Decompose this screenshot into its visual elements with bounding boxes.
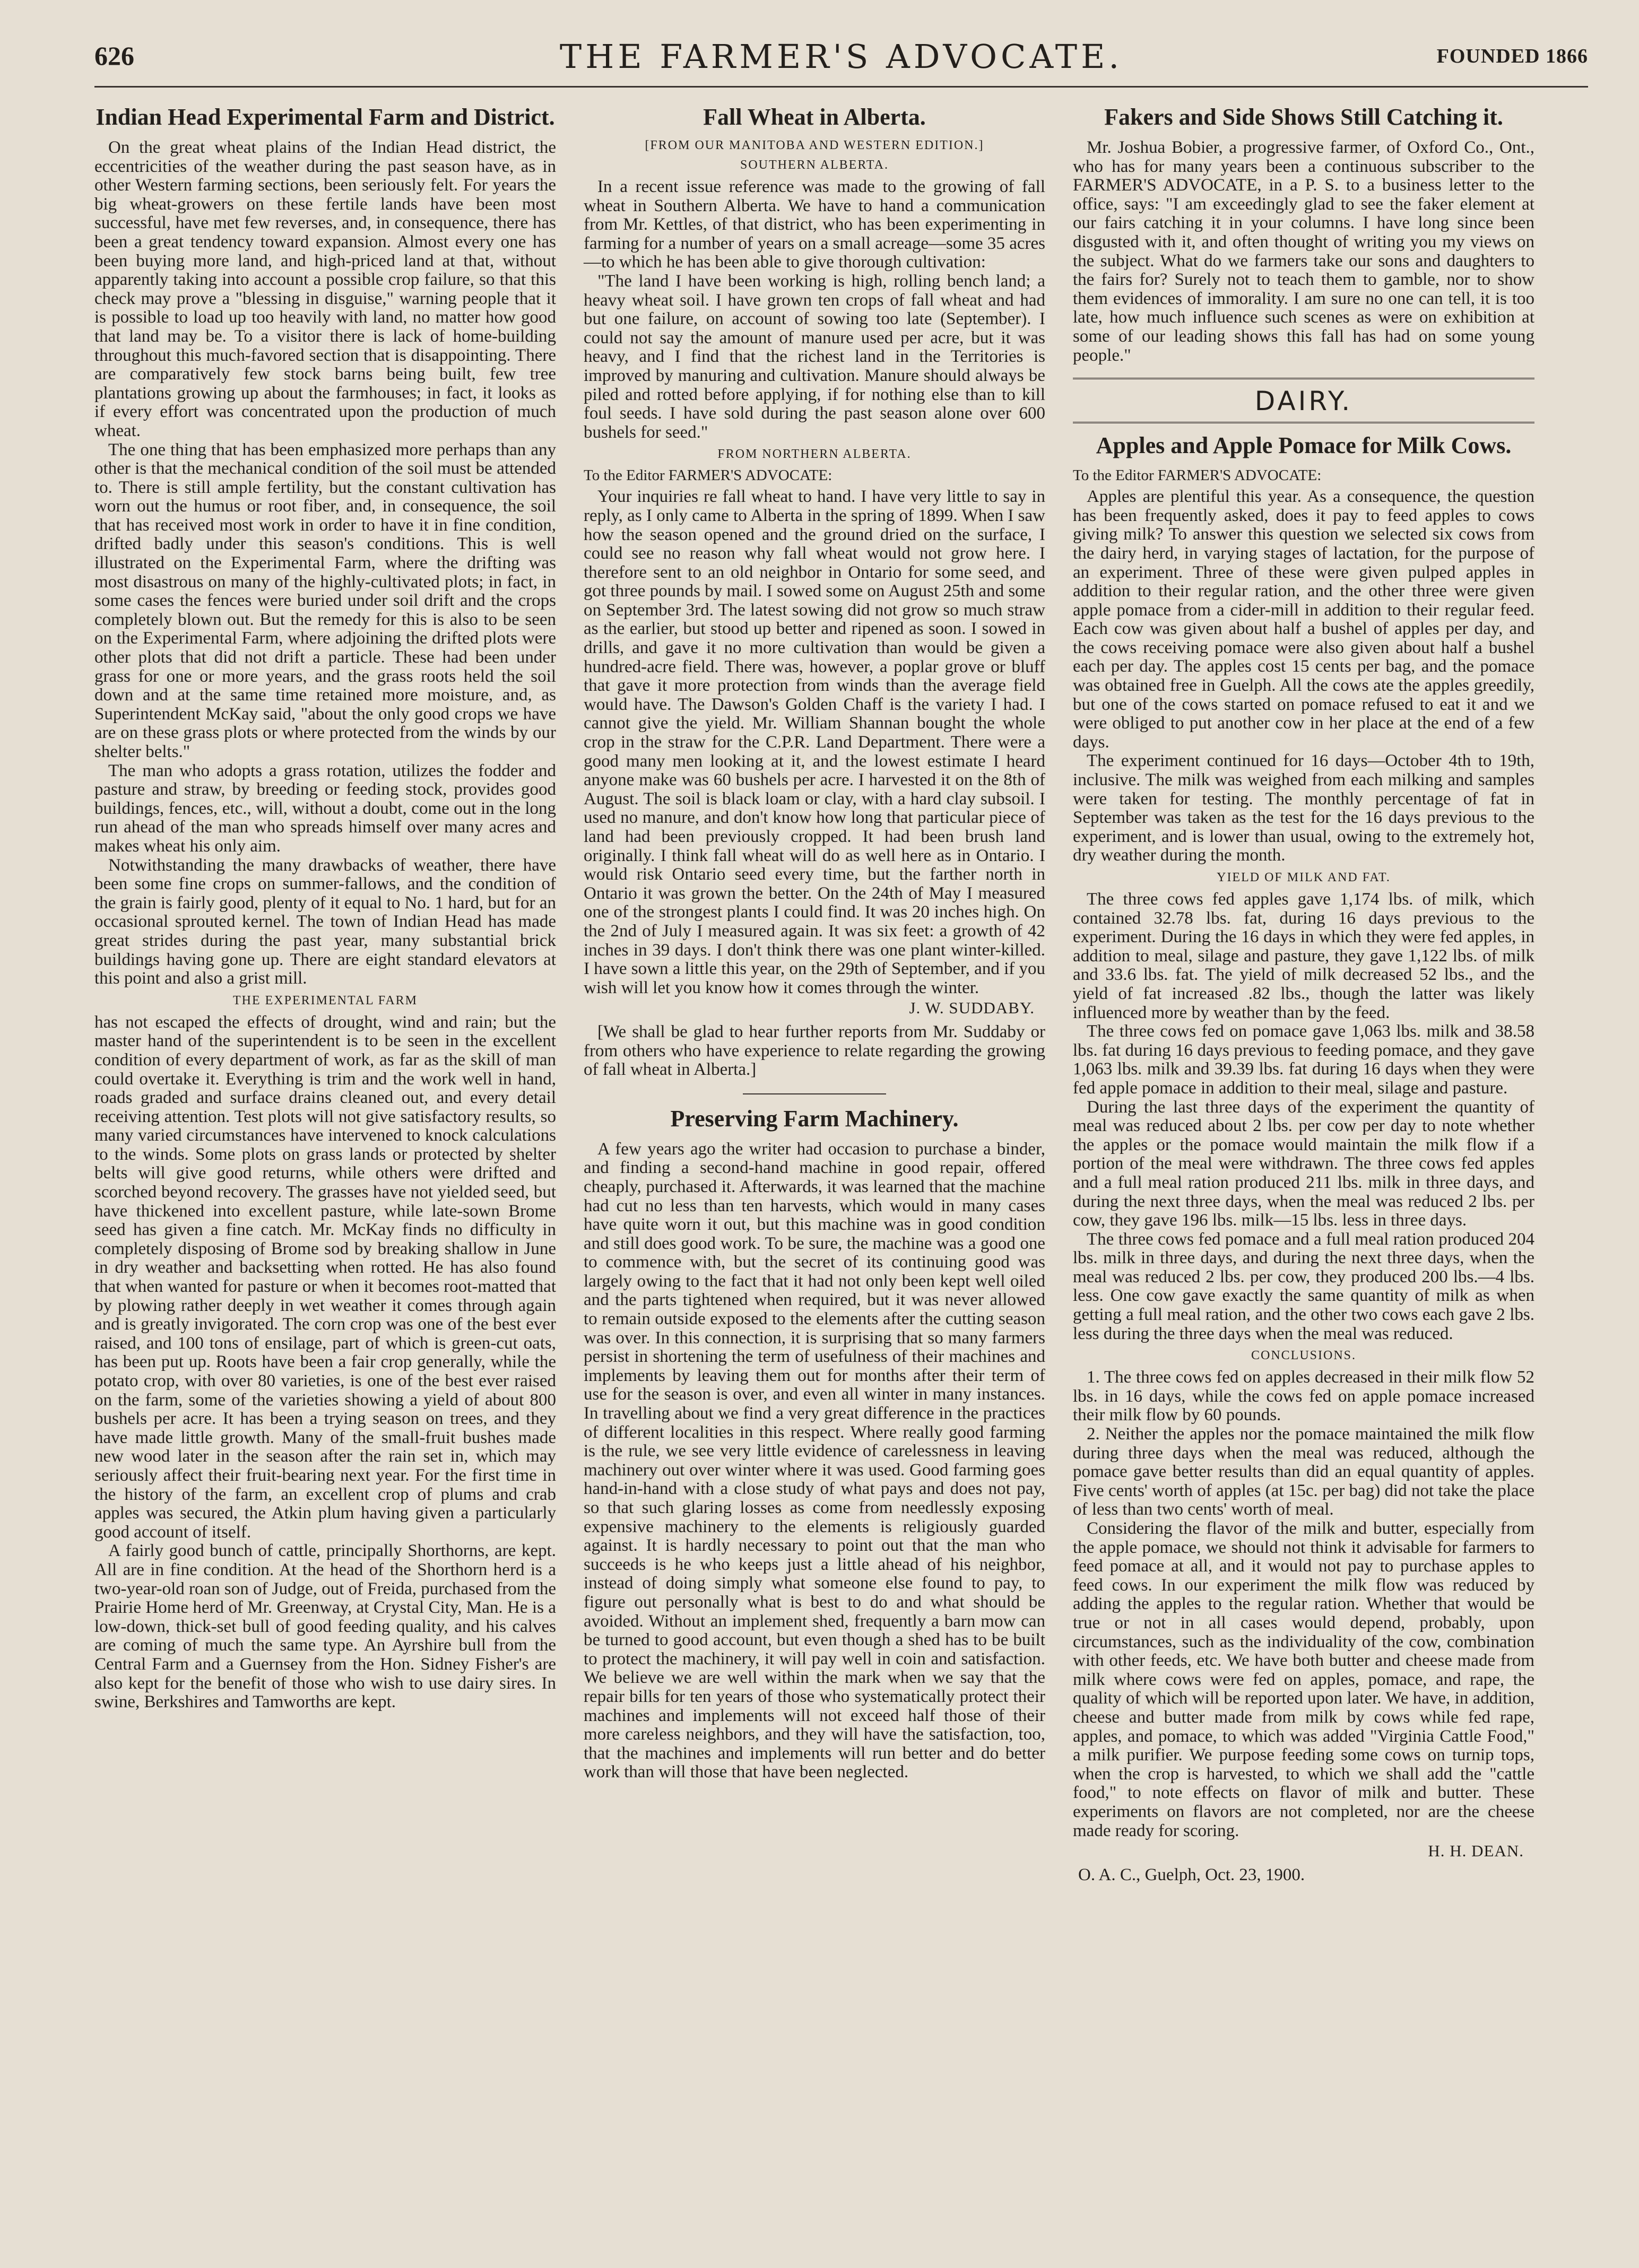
to-editor-line: To the Editor FARMER'S ADVOCATE: <box>1073 467 1322 484</box>
paragraph: "The land I have been working is high, rolling bench land; a heavy wheat soil. I have grown ten crops of fall wheat and had but one failure, on account of sowing too late (September). I could not say the amount of manure used per acre, but it was heavy, and I find that the richest land in the Territories is improved by manuring and cultivation. Manure should always be piled and rotted before applying, if for nothing else than to kill foul seeds. I have sold during the past season alone over 600 bushels for seed." <box>584 271 1045 442</box>
section-label: DAIRY. <box>1254 386 1353 417</box>
masthead <box>94 37 1588 88</box>
subhead-southern-alberta: SOUTHERN ALBERTA. <box>740 158 889 172</box>
editor-note: [We shall be glad to hear further reports from Mr. Suddaby or from others who have experience to relate regarding the growing of fall wheat in Alberta.] <box>584 1022 1045 1080</box>
column-1 <box>94 103 556 1884</box>
section-header-dairy <box>1073 378 1534 423</box>
divider <box>743 1093 886 1094</box>
paragraph: The three cows fed apples gave 1,174 lbs. of milk, which contained 32.78 lbs. fat, during 16 days previous to the experiment. During the 16 days in which they were fed apples, in addition to meal, silage and pasture, they gave 1,122 lbs. of milk and 33.6 lbs. fat. The yield of milk decreased 52 lbs., and the yield of fat increased .82 lbs., though the latter was likely influenced more by weather than by the feed. <box>1073 890 1534 1022</box>
paragraph: The one thing that has been emphasized more perhaps than any other is that the mechanical condition of the soil must be attended to. There is still ample fertility, but the constant cultivation has worn out the humus or root fiber, and, in consequence, the soil that has received most work in order to have it in fine condition, drifted badly under this season's conditions. This is well illustrated on the Experimental Farm, where the drifting was most disastrous on many of the highly-cultivated plots; in fact, in some cases the fences were buried under soil drift and the crops completely blown out. But the remedy for this is also to be seen on the Experimental Farm, where adjoining the drifted plots were other plots that did not drift a particle. These had been under grass for one or more years, and the grass roots held the soil down and at the same time retained more moisture, and, as Superintendent McKay said, "about the only good crops we have are on these grass plots or where protected from the winds by our shelter belts." <box>94 440 556 761</box>
dateline: O. A. C., Guelph, Oct. 23, 1900. <box>1078 1865 1305 1884</box>
to-editor-line: To the Editor FARMER'S ADVOCATE: <box>584 467 832 484</box>
paragraph: On the great wheat plains of the Indian Head district, the eccentricities of the weather during the past season have, as in other Western farming sections, been seriously felt. For years the big wheat-growers on these fertile lands have been most successful, have met few reverses, and, in consequence, there has been a great tendency toward expansion. Almost every one has been buying more land, and high-priced land at that, without apparently taking into account a possible crop failure, so that this check may prove a "blessing in disguise," warning people that it is possible to load up too heavily with land, no matter how good that land may be. To a visitor there is lack of home-building throughout this much-favored section that is disappointing. There are comparatively few stock barns being built, few tree plantations growing up about the farmhouses; in fact, it looks as if every effort was concentrated upon the production of much wheat. <box>94 138 556 440</box>
paragraph: Apples are plentiful this year. As a consequence, the question has been frequently asked, does it pay to feed apples to cows giving milk? To answer this question we selected six cows from the dairy herd, in varying stages of lactation, for the purpose of an experiment. Three of these were given pulped apples in addition to their regular ration, and the other three were given apple pomace from a cider-mill in addition to their regular feed. Each cow was given about half a bushel of apples per day, and the cows receiving pomace were also given about half a bushel each per day. The apples cost 15 cents per bag, and the pomace was obtained free in Guelph. All the cows ate the apples greedily, but one of the cows started on pomace refused to eat it and we were obliged to put another cow in her place at the end of a few days. <box>1073 487 1534 752</box>
paragraph: Notwithstanding the many drawbacks of weather, there have been some fine crops on summer-fallows, and the condition of the grain is fairly good, plenty of it equal to No. 1 hard, but for an occasional sprouted kernel. The town of Indian Head has made great strides during the past year, many substantial brick buildings having gone up. There are eight standard elevators at this point and also a grist mill. <box>94 855 556 988</box>
paragraph: has not escaped the effects of drought, wind and rain; but the master hand of the superintendent is to be seen in the excellent condition of every department of work, as far as the skill of man could overtake it. Everything is trim and the work well in hand, roads graded and surface drains cleaned out, and every detail receiving attention. Test plots will not give satisfactory results, so many varied circumstances have intervened to knock calculations to the winds. Some plots on grass lands or protected by shelter belts will give good returns, while others were drifted and scorched beyond recovery. The grasses have not yielded seed, but have thickened into excellent pasture, while late-sown Brome seed has given a fine catch. Mr. McKay finds no difficulty in completely disposing of Brome sod by breaking shallow in June in dry weather and backsetting when rotted. He has also found that when wanted for pasture or when it becomes root-matted that by plowing rather deeply in wet weather it comes through again and is greatly invigorated. The corn crop was one of the best ever raised, and 100 tons of ensilage, part of which is green-cut oats, has been put up. Roots have been a fair crop generally, while the potato crop, with over 80 varieties, is one of the best ever raised on the farm, some of the varieties showing a yield of about 800 bushels per acre. It has been a trying season on trees, and they have made little growth. Many of the small-fruit bushes made new wood later in the season after the rain set in, which may seriously affect their fruit-bearing next year. For the first time in the history of the farm, an excellent crop of plums and crab apples was secured, the Atkin plum having given a particularly good account of itself. <box>94 1012 556 1542</box>
article-title-preserving-machinery: Preserving Farm Machinery. <box>670 1105 959 1132</box>
paragraph: In a recent issue reference was made to the growing of fall wheat in Southern Alberta. We have to hand a communication from Mr. Kettles, of that district, who has been experimenting in farming for a number of years on a small acreage—some 35 acres—to which he has been able to give thorough cultivation: <box>584 177 1045 272</box>
edition-note: [FROM OUR MANITOBA AND WESTERN EDITION.] <box>645 138 984 152</box>
paragraph: A fairly good bunch of cattle, principally Shorthorns, are kept. All are in fine condition. At the head of the Shorthorn herd is a two-year-old roan son of Judge, out of Freida, purchased from the Prairie Home herd of Mr. Greenway, at Crystal City, Man. He is a low-down, thick-set bull of good feeding quality, and his calves are coming of much the same type. An Ayrshire bull from the Central Farm and a Guernsey from the Hon. Sidney Fisher's are also kept for the benefit of those who wish to use dairy sires. In swine, Berkshires and Tamworths are kept. <box>94 1541 556 1712</box>
conclusion-2: 2. Neither the apples nor the pomace maintained the milk flow during three days when the meal was reduced, although the pomace gave better results than did an equal quantity of apples. Five cents' worth of apples (at 15c. per bag) did not take the place of less than two cents' worth of meal. <box>1073 1424 1534 1519</box>
subhead-northern-alberta: FROM NORTHERN ALBERTA. <box>717 447 912 462</box>
paragraph: Your inquiries re fall wheat to hand. I have very little to say in reply, as I only came to Alberta in the spring of 1899. When I saw how the season opened and the ground dried on the surface, I could see no reason why fall wheat would not grow here. I therefore sent to an old neighbor in Ontario for some seed, and got three pounds by mail. I sowed some on August 25th and some on September 3rd. The latest sowing did not grow so much straw as the earlier, but stood up better and ripened as soon. I sowed in drills, and gave it no more cultivation than would be given a hundred-acre field. There was, however, a poplar grove or bluff that gave it more protection from winds than the average field would have. The Dawson's Golden Chaff is the variety I had. I cannot give the yield. Mr. William Shannan bought the whole crop in the straw for the C.P.R. Land Department. There were a good many men looking at it, and the lowest estimate I heard anyone make was 60 bushels per acre. I harvested it on the 8th of August. The soil is black loam or clay, with a hard clay subsoil. I used no manure, and don't know how long that particular piece of land had been previously cropped. It had been brush land originally. I think fall wheat will do as well here as in Ontario. I would risk Ontario seed every time, but the farther north in Ontario it was grown the better. On the 24th of May I measured one of the strongest plants I could find. It was 20 inches high. On the 2nd of July I measured again. It was six feet: a growth of 42 inches in 39 days. I don't think there was one plant winter-killed. I have sown a little this year, on the 29th of September, and if you wish will let you know how it comes through the winter. <box>584 487 1045 997</box>
paragraph: The experiment continued for 16 days—October 4th to 19th, inclusive. The milk was weighed from each milking and samples were taken for testing. The monthly percentage of fat in September was taken as the test for the 16 days previous to the experiment, and is lower than usual, owing to the extremely hot, dry weather during the month. <box>1073 751 1534 865</box>
paragraph: A few years ago the writer had occasion to purchase a binder, and finding a second-hand machine in good repair, offered cheaply, purchased it. Afterwards, it was learned that the machine had cut no less than ten harvests, which would in many cases have quite worn it out, but this machine was in good condition and still does good work. To be sure, the machine was a good one to commence with, but the secret of its continuing good was largely owing to the fact that it had not only been kept well oiled and the parts tightened when required, but it was never allowed to remain outside exposed to the elements after the cutting season was over. In this connection, it is surprising that so many farmers persist in shortening the term of usefulness of their machines and implements by leaving them out for months after their term of use for the season is over, and even all winter in many instances. In travelling about we find a very great difference in the practices of different localities in this respect. Where really good farming is the rule, we see very little evidence of carelessness in leaving machinery out over winter where it was used. Good farming goes hand-in-hand with a close study of what pays and does not pay, so that such glaring losses as come from needlessly exposing expensive machinery to the elements is religiously guarded against. It is hardly necessary to point out that the man who succeeds is he who keeps just a little ahead of his neighbor, instead of doing simply what someone else found to pay, to figure out personally what is best to do and what should be avoided. Without an implement shed, frequently a barn mow can be turned to good account, but even though a shed has to be built to protect the machinery, it will pay well in coin and satisfaction. We believe we are well within the mark when we say that the repair bills for ten years of those who systematically protect their machines and implements will not exceed half those of their more careless neighbors, and they will have the satisfaction, too, that the machines and implements will run better and do better work than will those that have been neglected. <box>584 1139 1045 1782</box>
article-title-fall-wheat: Fall Wheat in Alberta. <box>703 104 926 130</box>
paragraph: During the last three days of the experiment the quantity of meal was reduced about 2 lbs. per cow per day to note whether the apples or the pomace would maintain the milk flow if a portion of the meal were withdrawn. The three cows fed apples and a full meal ration produced 211 lbs. milk in three days, and during the next three days, when the meal was reduced 2 lbs. per cow, they gave 196 lbs. milk—15 lbs. less in three days. <box>1073 1097 1534 1230</box>
conclusion-1: 1. The three cows fed on apples decreased in their milk flow 52 lbs. in 16 days, while the cows fed on apple pomace increased their milk flow by 60 pounds. <box>1073 1368 1534 1425</box>
column-3 <box>1073 103 1534 1884</box>
subhead-conclusions: CONCLUSIONS. <box>1251 1349 1357 1363</box>
paragraph: The man who adopts a grass rotation, utilizes the fodder and pasture and straw, by breeding or feeding stock, provides good buildings, fences, etc., will, without a doubt, come out in the long run ahead of the man who spreads himself over many acres and makes wheat his only aim. <box>94 761 556 856</box>
page-number: 626 <box>94 41 134 71</box>
paragraph: The three cows fed on pomace gave 1,063 lbs. milk and 38.58 lbs. fat during 16 days previous to feeding pomace, and they gave 1,063 lbs. milk and 39.39 lbs. fat during 16 days when they were fed apple pomace in addition to their meal, silage and pasture. <box>1073 1022 1534 1098</box>
paragraph: Mr. Joshua Bobier, a progressive farmer, of Oxford Co., Ont., who has for many years been a continuous subscriber to the FARMER'S ADVOCATE, in a P. S. to a business letter to the office, says: "I am exceedingly glad to see the faker element at our fairs catching it in your columns. I have long since been disgusted with it, and often thought of writing you my views on the subject. What do we farmers take our sons and daughters to the fairs for? Surely not to teach them to gamble, nor to show them evidences of immorality. I am sure no one can tell, it is too late, how much influence such scenes as were on exhibition at some of our leading shows this fall has had on some young people." <box>1073 138 1534 365</box>
publication-title: THE FARMER'S ADVOCATE. <box>559 37 1123 76</box>
column-2 <box>584 103 1045 1884</box>
signature-suddaby: J. W. SUDDABY. <box>909 998 1035 1018</box>
article-title-fakers: Fakers and Side Shows Still Catching it. <box>1104 104 1503 130</box>
subhead-experimental-farm: THE EXPERIMENTAL FARM <box>232 993 418 1007</box>
founded-label: FOUNDED 1866 <box>1436 45 1588 67</box>
article-title-apples: Apples and Apple Pomace for Milk Cows. <box>1096 432 1512 459</box>
paragraph: The three cows fed pomace and a full meal ration produced 204 lbs. milk in three days, and during the next three days, when the meal was reduced 2 lbs. per cow, they produced 200 lbs.—4 lbs. less. One cow gave exactly the same quantity of milk as when getting a full meal ration, and the other two cows each gave 2 lbs. less during the three days when the meal was reduced. <box>1073 1229 1534 1343</box>
subhead-yield: YIELD OF MILK AND FAT. <box>1217 871 1391 884</box>
signature-dean: H. H. DEAN. <box>1428 1841 1524 1861</box>
paragraph: Considering the flavor of the milk and butter, especially from the apple pomace, we should not think it advisable for farmers to feed pomace at all, and it would not pay to purchase apples to feed cows. In our experiment the milk flow was reduced by adding the apples to the regular ration. Whether that would be true or not in all cases would depend, probably, upon circumstances, such as the individuality of the cow, combination with other feeds, etc. We have both butter and cheese made from milk where cows were fed on apples, pomace, and rape, the quality of which will be reported upon later. We have, in addition, cheese and butter made from milk by cows while fed rape, apples, and pomace, to which was added "Virginia Cattle Food," a milk purifier. We purpose feeding some cows on turnip tops, when the crop is harvested, to which we shall add the "cattle food," to note effects on flavor of milk and butter. These experiments on flavors are not completed, nor are the cheese made ready for scoring. <box>1073 1519 1534 1840</box>
article-title-indian-head: Indian Head Experimental Farm and District. <box>96 104 555 130</box>
